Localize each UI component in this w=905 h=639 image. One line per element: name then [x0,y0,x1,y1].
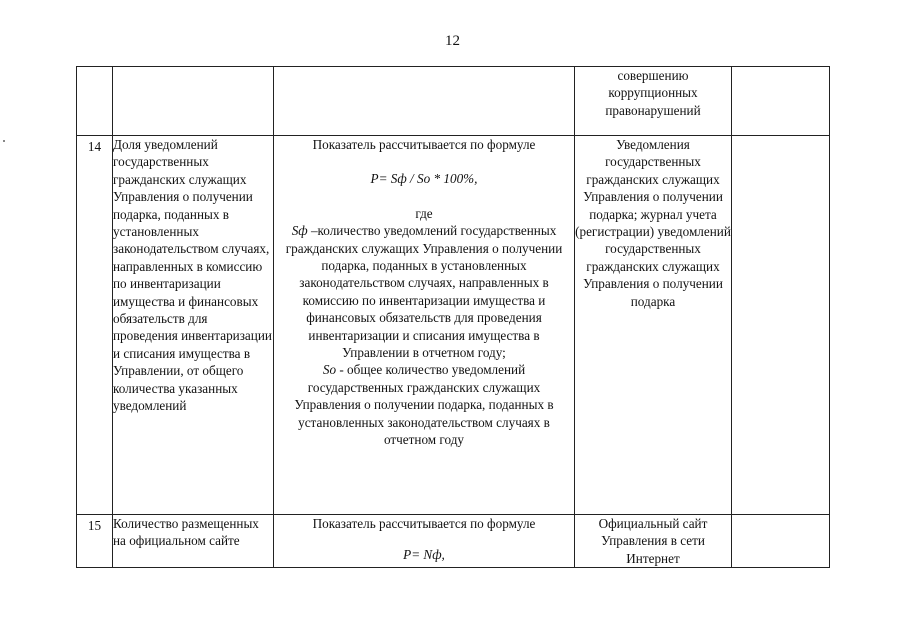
cell-data-source: Официальный сайт Управления в сети Интернет [575,515,732,568]
definition-sf-text: –количество уведомлений государственных гражданских служащих Управления о получении подарка, поданных в установленных законодательством случаях, направленных в комиссию по инвентаризации имущества и финансовых обязательств для проведения инвентаризации и списания имущества в Управлении в отчетном году; [285,223,563,361]
symbol-so: So [322,362,337,378]
table-row-14 [77,136,830,515]
definition-so-text: - общее количество уведомлений государственных гражданских служащих Управления о получении подарка, поданных в установленных законодательством случаях в отчетном году [294,362,554,448]
cell-indicator-name: Доля уведомлений государственных гражданских служащих Управления о получении подарка, поданных в установленных законодательством случаях, направленных в комиссию по инвентаризации имущества и финансовых обязательств для проведения инвентаризации и списания имущества в Управлении, от общего количества указанных уведомлений [113,136,274,515]
source-line: коррупционных [608,85,698,101]
symbol-sf: Sф [291,223,308,239]
cell-extra [732,67,830,136]
definition-so [274,361,574,448]
cell-number [77,136,113,515]
row-number: 15 [87,518,102,533]
cell-number [77,67,113,136]
cell-extra [732,515,830,568]
method-intro: Показатель рассчитывается по формуле [312,137,536,152]
where-label: где [415,205,433,221]
cell-number [77,515,113,568]
formula: P= Sф / So * 100%, [370,171,478,187]
table-row-continuation [77,67,830,136]
cell-data-source: Уведомления государственных гражданских служащих Управления о получении подарка; журнал учета (регистрации) уведомлений государственных гражданских служащих Управления о получении подарка [575,136,732,515]
scan-speck [3,140,5,142]
formula: P= Nф, [403,547,445,563]
source-line: совершению [617,68,689,83]
source-line: правонарушений [605,102,701,118]
table-row-15 [77,515,830,568]
method-intro: Показатель рассчитывается по формуле [312,516,536,531]
definition-sf [274,222,574,361]
cell-indicator-name [113,67,274,136]
cell-data-source [575,67,732,136]
cell-calculation-method [274,136,575,515]
cell-calculation-method [274,515,575,568]
page-number: 12 [445,33,460,49]
indicators-table [76,66,830,568]
cell-calculation-method [274,67,575,136]
cell-extra [732,136,830,515]
row-number: 14 [87,139,102,154]
cell-indicator-name: Количество размещенных на официальном сайте [113,515,274,568]
